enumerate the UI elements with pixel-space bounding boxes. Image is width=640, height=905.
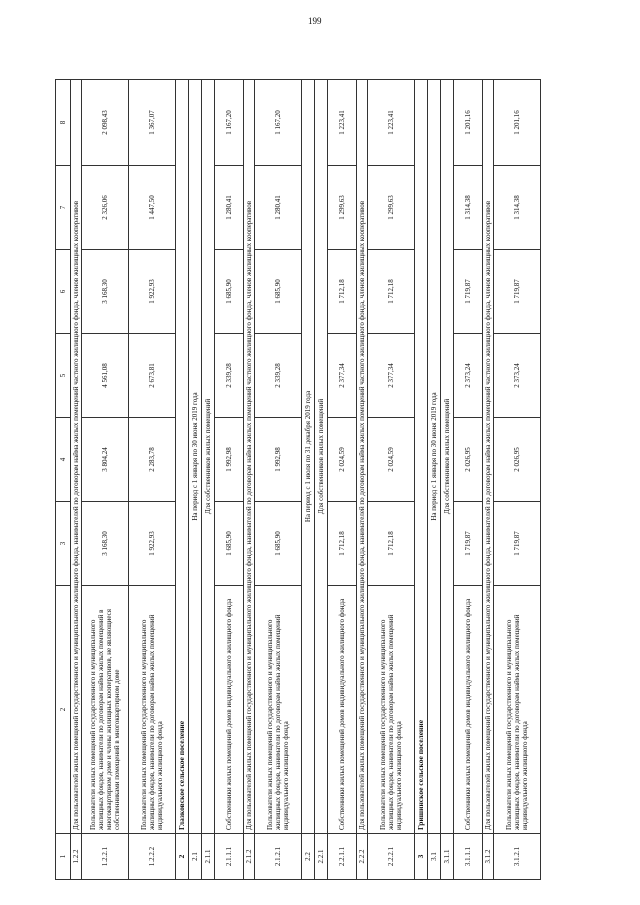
tariff-value: 2 026,95 <box>494 418 541 502</box>
tariff-value: 2 373,24 <box>494 334 541 418</box>
tariff-value: 4 561,08 <box>82 334 129 418</box>
group-heading: На период с 1 июля по 31 декабря 2019 года <box>302 80 315 834</box>
section-row <box>415 80 428 880</box>
tariff-value: 1 719,87 <box>494 250 541 334</box>
row-description: Пользователи жилых помещений государственного и муниципального жилищных фондов, наниматели по договорам найма жилых помещений индивидуального жилищного фонда <box>368 586 415 834</box>
row-number: 1.2.2.2 <box>129 834 176 880</box>
column-header: 8 <box>56 80 71 166</box>
tariff-value: 2 339,28 <box>255 334 302 418</box>
column-header: 2 <box>56 586 71 834</box>
group-row <box>483 80 494 880</box>
row-number: 3.1.2 <box>483 834 494 880</box>
row-number: 2.1 <box>189 834 202 880</box>
subgroup-row <box>202 80 215 880</box>
row-number: 2.2.1.1 <box>328 834 357 880</box>
tariff-value: 1 922,93 <box>129 250 176 334</box>
tariff-value: 1 685,90 <box>255 502 302 586</box>
row-number: 3.1 <box>428 834 441 880</box>
tariff-value: 1 314,38 <box>454 166 483 250</box>
tariff-value: 3 168,30 <box>82 502 129 586</box>
tariff-value: 2 373,24 <box>454 334 483 418</box>
tariff-value: 1 992,98 <box>215 418 244 502</box>
row-description: Пользователи жилых помещений государственного и муниципального жилищных фондов, наниматели по договорам найма жилых помещений индивидуального жилищного фонда <box>255 586 302 834</box>
table-row <box>494 80 541 880</box>
group-heading: Для собственников жилых помещений <box>441 80 454 834</box>
group-heading: Для собственников жилых помещений <box>202 80 215 834</box>
header-row <box>56 80 71 880</box>
tariff-value: 1 712,18 <box>328 250 357 334</box>
table-row <box>215 80 244 880</box>
row-description: Собственники жилых помещений домов индивидуального жилищного фонда <box>454 586 483 834</box>
tariff-value: 1 719,87 <box>494 502 541 586</box>
period-row <box>189 80 202 880</box>
group-heading: Для пользователей жилых помещений государственного и муниципального жилищного фонда, нанимателей по договорам найма жилых помещений частного жилищного фонда, членов жилищных кооперативов <box>357 80 368 834</box>
subgroup-row <box>315 80 328 880</box>
tariff-value: 2 098,43 <box>82 80 129 166</box>
tariff-value: 1 712,18 <box>328 502 357 586</box>
tariff-value: 1 280,41 <box>215 166 244 250</box>
tariff-value: 1 167,20 <box>255 80 302 166</box>
row-number: 2.2.2 <box>357 834 368 880</box>
tariff-value: 1 201,16 <box>454 80 483 166</box>
column-header: 4 <box>56 418 71 502</box>
tariff-value: 2 377,34 <box>368 334 415 418</box>
tariff-value: 1 719,87 <box>454 502 483 586</box>
tariff-value: 1 299,63 <box>328 166 357 250</box>
table-body <box>56 80 541 880</box>
table-row <box>129 80 176 880</box>
row-number: 3 <box>415 834 428 880</box>
rotated-table-sheet <box>55 80 585 880</box>
table-row <box>368 80 415 880</box>
tariff-value: 1 167,20 <box>215 80 244 166</box>
period-row <box>302 80 315 880</box>
tariff-value: 2 026,95 <box>454 418 483 502</box>
tariff-value: 2 326,06 <box>82 166 129 250</box>
row-number: 2.1.2.1 <box>255 834 302 880</box>
subgroup-row <box>441 80 454 880</box>
group-heading: На период с 1 января по 30 июня 2019 года <box>428 80 441 834</box>
tariff-value: 2 377,34 <box>328 334 357 418</box>
tariff-value: 1 992,98 <box>255 418 302 502</box>
tariff-value: 3 804,24 <box>82 418 129 502</box>
tariff-value: 1 367,07 <box>129 80 176 166</box>
table-row <box>328 80 357 880</box>
tariff-value: 1 223,41 <box>328 80 357 166</box>
row-number: 2 <box>176 834 189 880</box>
row-number: 2.2.1 <box>315 834 328 880</box>
row-number: 3.1.2.1 <box>494 834 541 880</box>
group-heading: Для пользователей жилых помещений государственного и муниципального жилищного фонда, нанимателей по договорам найма жилых помещений частного жилищного фонда, членов жилищных кооперативов <box>244 80 255 834</box>
section-title: Глазковское сельское поселение <box>176 80 189 834</box>
tariff-value: 1 712,18 <box>368 250 415 334</box>
row-number: 3.1.1.1 <box>454 834 483 880</box>
section-row <box>176 80 189 880</box>
group-row <box>71 80 82 880</box>
group-row <box>244 80 255 880</box>
tariff-value: 1 685,90 <box>215 250 244 334</box>
row-description: Собственники жилых помещений домов индивидуального жилищного фонда <box>328 586 357 834</box>
tariff-value: 1 712,18 <box>368 502 415 586</box>
tariff-value: 1 447,50 <box>129 166 176 250</box>
tariff-value: 1 922,93 <box>129 502 176 586</box>
row-number: 2.1.1 <box>202 834 215 880</box>
tariff-value: 1 314,38 <box>494 166 541 250</box>
tariff-value: 2 673,81 <box>129 334 176 418</box>
group-heading: Для собственников жилых помещений <box>315 80 328 834</box>
column-header: 5 <box>56 334 71 418</box>
row-description: Пользователи жилых помещений государственного и муниципального жилищных фондов, наниматели по договорам найма жилых помещений в многоквартирном доме и члены жилищных кооперативов, не являющиеся собственниками помещений в многоквартирном доме <box>82 586 129 834</box>
tariff-value: 1 719,87 <box>454 250 483 334</box>
tariff-value: 1 685,90 <box>215 502 244 586</box>
row-number: 3.1.1 <box>441 834 454 880</box>
row-number: 1.2.2 <box>71 834 82 880</box>
table-row <box>82 80 129 880</box>
column-header: 3 <box>56 502 71 586</box>
period-row <box>428 80 441 880</box>
tariff-value: 1 201,16 <box>494 80 541 166</box>
tariff-value: 1 685,90 <box>255 250 302 334</box>
row-number: 2.1.2 <box>244 834 255 880</box>
row-number: 2.1.1.1 <box>215 834 244 880</box>
column-header: 1 <box>56 834 71 880</box>
tariff-value: 2 024,59 <box>368 418 415 502</box>
row-description: Пользователи жилых помещений государственного и муниципального жилищных фондов, наниматели по договорам найма жилых помещений индивидуального жилищного фонда <box>129 586 176 834</box>
group-heading: Для пользователей жилых помещений государственного и муниципального жилищного фонда, нанимателей по договорам найма жилых помещений частного жилищного фонда, членов жилищных кооперативов <box>71 80 82 834</box>
table-row <box>454 80 483 880</box>
row-description: Пользователи жилых помещений государственного и муниципального жилищных фондов, наниматели по договорам найма жилых помещений индивидуального жилищного фонда <box>494 586 541 834</box>
table-row <box>255 80 302 880</box>
tariff-value: 1 223,41 <box>368 80 415 166</box>
group-row <box>357 80 368 880</box>
tariff-value: 2 024,59 <box>328 418 357 502</box>
tariff-value: 3 168,30 <box>82 250 129 334</box>
section-title: Гришинское сельское поселение <box>415 80 428 834</box>
row-number: 1.2.2.1 <box>82 834 129 880</box>
row-number: 2.2.2.1 <box>368 834 415 880</box>
row-description: Собственники жилых помещений домов индивидуального жилищного фонда <box>215 586 244 834</box>
tariff-value: 1 280,41 <box>255 166 302 250</box>
tariff-value: 1 299,63 <box>368 166 415 250</box>
column-header: 7 <box>56 166 71 250</box>
tariff-value: 2 283,78 <box>129 418 176 502</box>
column-header: 6 <box>56 250 71 334</box>
group-heading: На период с 1 января по 30 июня 2019 года <box>189 80 202 834</box>
row-number: 2.2 <box>302 834 315 880</box>
tariff-table <box>55 79 541 880</box>
page-number: 199 <box>308 16 322 26</box>
group-heading: Для пользователей жилых помещений государственного и муниципального жилищного фонда, нанимателей по договорам найма жилых помещений частного жилищного фонда, членов жилищных кооперативов <box>483 80 494 834</box>
tariff-value: 2 339,28 <box>215 334 244 418</box>
